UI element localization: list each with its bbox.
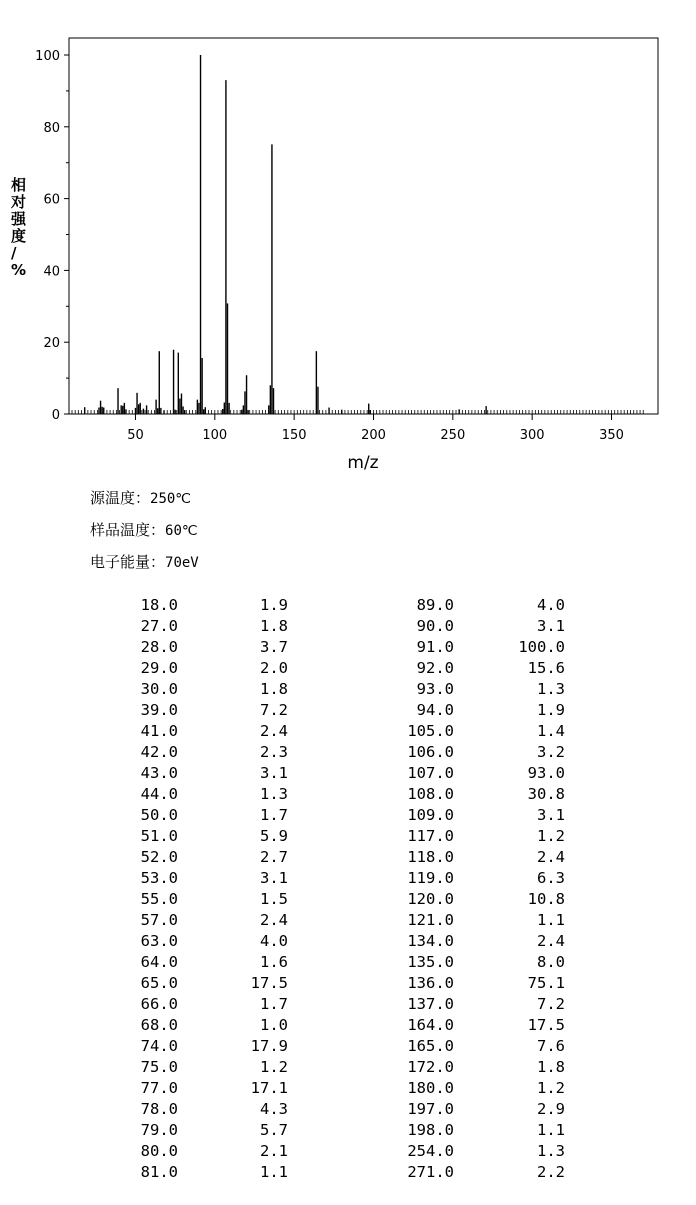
mz-left: 39.0 — [140, 701, 178, 719]
mz-left: 51.0 — [140, 827, 178, 845]
intensity-left: 3.7 — [260, 638, 288, 656]
table-row — [0, 932, 696, 953]
intensity-left: 2.4 — [260, 722, 288, 740]
mz-right: 119.0 — [407, 869, 454, 887]
condition-value: 70eV — [165, 555, 199, 571]
mz-right: 136.0 — [407, 974, 454, 992]
y-tick-label: 80 — [43, 120, 60, 136]
mz-left: 68.0 — [140, 1016, 178, 1034]
intensity-right: 1.2 — [537, 827, 565, 845]
intensity-right: 3.2 — [537, 743, 565, 761]
condition-source-temp — [90, 487, 191, 508]
intensity-right: 1.1 — [537, 1121, 565, 1139]
intensity-right: 7.6 — [537, 1037, 565, 1055]
mz-right: 165.0 — [407, 1037, 454, 1055]
mz-right: 198.0 — [407, 1121, 454, 1139]
intensity-left: 1.6 — [260, 953, 288, 971]
mz-left: 53.0 — [140, 869, 178, 887]
intensity-right: 1.3 — [537, 1142, 565, 1160]
intensity-right: 2.2 — [537, 1163, 565, 1181]
mz-right: 117.0 — [407, 827, 454, 845]
intensity-left: 3.1 — [260, 764, 288, 782]
mz-right: 164.0 — [407, 1016, 454, 1034]
intensity-right: 93.0 — [527, 764, 565, 782]
intensity-right: 100.0 — [518, 638, 565, 656]
mz-left: 50.0 — [140, 806, 178, 824]
mz-left: 66.0 — [140, 995, 178, 1013]
mz-left: 27.0 — [140, 617, 178, 635]
intensity-left: 2.1 — [260, 1142, 288, 1160]
table-row — [0, 995, 696, 1016]
condition-label: 样品温度： — [90, 521, 166, 539]
intensity-left: 1.7 — [260, 995, 288, 1013]
intensity-left: 2.0 — [260, 659, 288, 677]
table-row — [0, 911, 696, 932]
intensity-left: 2.3 — [260, 743, 288, 761]
intensity-right: 1.1 — [537, 911, 565, 929]
mz-right: 93.0 — [416, 680, 454, 698]
table-row — [0, 764, 696, 785]
intensity-right: 6.3 — [537, 869, 565, 887]
intensity-right: 2.4 — [537, 848, 565, 866]
y-tick-label: 100 — [35, 49, 60, 64]
table-row — [0, 743, 696, 764]
intensity-right: 1.2 — [537, 1079, 565, 1097]
table-row — [0, 785, 696, 806]
table-row — [0, 617, 696, 638]
intensity-right: 3.1 — [537, 806, 565, 824]
table-row — [0, 701, 696, 722]
y-tick-label: 40 — [43, 264, 60, 280]
mz-left: 44.0 — [140, 785, 178, 803]
mz-right: 109.0 — [407, 806, 454, 824]
table-row — [0, 1121, 696, 1142]
mz-left: 18.0 — [140, 596, 178, 614]
condition-sample-temp — [90, 519, 198, 540]
mz-right: 90.0 — [416, 617, 454, 635]
mz-right: 94.0 — [416, 701, 454, 719]
mz-left: 43.0 — [140, 764, 178, 782]
intensity-right: 30.8 — [527, 785, 565, 803]
x-tick-label: 100 — [202, 428, 228, 443]
table-row — [0, 596, 696, 617]
mz-left: 64.0 — [140, 953, 178, 971]
intensity-left: 17.1 — [250, 1079, 288, 1097]
table-row — [0, 1100, 696, 1121]
intensity-right: 2.4 — [537, 932, 565, 950]
mz-left: 74.0 — [140, 1037, 178, 1055]
intensity-right: 7.2 — [537, 995, 565, 1013]
intensity-right: 1.3 — [537, 680, 565, 698]
intensity-left: 17.9 — [250, 1037, 288, 1055]
condition-value: 60℃ — [165, 523, 198, 539]
x-tick-label: 300 — [519, 428, 545, 443]
mz-right: 172.0 — [407, 1058, 454, 1076]
x-axis-label: m/z — [347, 453, 379, 473]
intensity-right: 1.4 — [537, 722, 565, 740]
x-tick-label: 350 — [599, 428, 624, 443]
peak-series — [85, 55, 486, 414]
intensity-right: 4.0 — [537, 596, 565, 614]
mz-left: 65.0 — [140, 974, 178, 992]
intensity-right: 1.9 — [537, 701, 565, 719]
mz-left: 79.0 — [140, 1121, 178, 1139]
mz-right: 118.0 — [407, 848, 454, 866]
mz-right: 108.0 — [407, 785, 454, 803]
x-tick-label: 50 — [127, 428, 144, 443]
intensity-left: 2.7 — [260, 848, 288, 866]
intensity-right: 17.5 — [527, 1016, 565, 1034]
mz-right: 92.0 — [416, 659, 454, 677]
table-row — [0, 848, 696, 869]
intensity-left: 17.5 — [250, 974, 288, 992]
mz-left: 29.0 — [140, 659, 178, 677]
table-row — [0, 869, 696, 890]
intensity-left: 1.1 — [260, 1163, 288, 1181]
mz-right: 254.0 — [407, 1142, 454, 1160]
intensity-left: 1.8 — [260, 680, 288, 698]
plot-frame — [69, 38, 658, 414]
mz-right: 105.0 — [407, 722, 454, 740]
table-row — [0, 1079, 696, 1100]
mz-right: 134.0 — [407, 932, 454, 950]
mz-left: 52.0 — [140, 848, 178, 866]
mz-right: 107.0 — [407, 764, 454, 782]
intensity-left: 5.7 — [260, 1121, 288, 1139]
y-tick-label: 0 — [51, 408, 60, 423]
mz-left: 28.0 — [140, 638, 178, 656]
intensity-left: 1.3 — [260, 785, 288, 803]
intensity-right: 75.1 — [527, 974, 565, 992]
mz-left: 80.0 — [140, 1142, 178, 1160]
mz-left: 55.0 — [140, 890, 178, 908]
mz-right: 120.0 — [407, 890, 454, 908]
mz-left: 81.0 — [140, 1163, 178, 1181]
intensity-left: 1.9 — [260, 596, 288, 614]
mz-left: 30.0 — [140, 680, 178, 698]
x-tick-label: 150 — [281, 428, 307, 443]
intensity-left: 2.4 — [260, 911, 288, 929]
intensity-left: 3.1 — [260, 869, 288, 887]
x-axis — [127, 414, 624, 443]
table-row — [0, 890, 696, 911]
mz-right: 271.0 — [407, 1163, 454, 1181]
x-tick-label: 200 — [361, 428, 386, 443]
mz-right: 197.0 — [407, 1100, 454, 1118]
y-axis-label — [10, 176, 27, 279]
mz-left: 42.0 — [140, 743, 178, 761]
intensity-left: 5.9 — [260, 827, 288, 845]
table-row — [0, 1037, 696, 1058]
table-row — [0, 974, 696, 995]
y-axis — [35, 49, 69, 423]
table-row — [0, 1058, 696, 1079]
mz-right: 121.0 — [407, 911, 454, 929]
condition-label: 电子能量： — [90, 553, 166, 571]
mz-right: 106.0 — [407, 743, 454, 761]
table-row — [0, 722, 696, 743]
intensity-left: 1.5 — [260, 890, 288, 908]
intensity-right: 10.8 — [527, 890, 565, 908]
intensity-left: 4.3 — [260, 1100, 288, 1118]
condition-electron-energy — [90, 551, 199, 572]
y-tick-label: 20 — [43, 336, 60, 352]
intensity-right: 2.9 — [537, 1100, 565, 1118]
intensity-left: 1.2 — [260, 1058, 288, 1076]
y-axis-label-text: 相对强度/ % — [11, 176, 27, 279]
mz-left: 78.0 — [140, 1100, 178, 1118]
intensity-right: 15.6 — [527, 659, 565, 677]
intensity-left: 1.8 — [260, 617, 288, 635]
y-tick-label: 60 — [43, 192, 60, 208]
table-row — [0, 1016, 696, 1037]
mz-right: 91.0 — [416, 638, 454, 656]
table-row — [0, 827, 696, 848]
mz-left: 41.0 — [140, 722, 178, 740]
mass-spectrum-chart — [0, 0, 696, 480]
mz-right: 137.0 — [407, 995, 454, 1013]
mz-right: 135.0 — [407, 953, 454, 971]
table-row — [0, 1163, 696, 1184]
mz-left: 77.0 — [140, 1079, 178, 1097]
intensity-left: 4.0 — [260, 932, 288, 950]
mz-left: 63.0 — [140, 932, 178, 950]
x-tick-label: 250 — [440, 428, 466, 443]
intensity-left: 7.2 — [260, 701, 288, 719]
condition-label: 源温度： — [90, 489, 151, 507]
mz-left: 75.0 — [140, 1058, 178, 1076]
table-row — [0, 659, 696, 680]
mz-right: 180.0 — [407, 1079, 454, 1097]
mz-left: 57.0 — [140, 911, 178, 929]
intensity-right: 8.0 — [537, 953, 565, 971]
mz-right: 89.0 — [416, 596, 454, 614]
table-row — [0, 1142, 696, 1163]
table-row — [0, 806, 696, 827]
table-row — [0, 953, 696, 974]
condition-value: 250℃ — [150, 491, 192, 507]
table-row — [0, 638, 696, 659]
table-row — [0, 680, 696, 701]
intensity-left: 1.0 — [260, 1016, 288, 1034]
peak-table — [0, 596, 696, 1184]
intensity-right: 3.1 — [537, 617, 565, 635]
intensity-right: 1.8 — [537, 1058, 565, 1076]
intensity-left: 1.7 — [260, 806, 288, 824]
